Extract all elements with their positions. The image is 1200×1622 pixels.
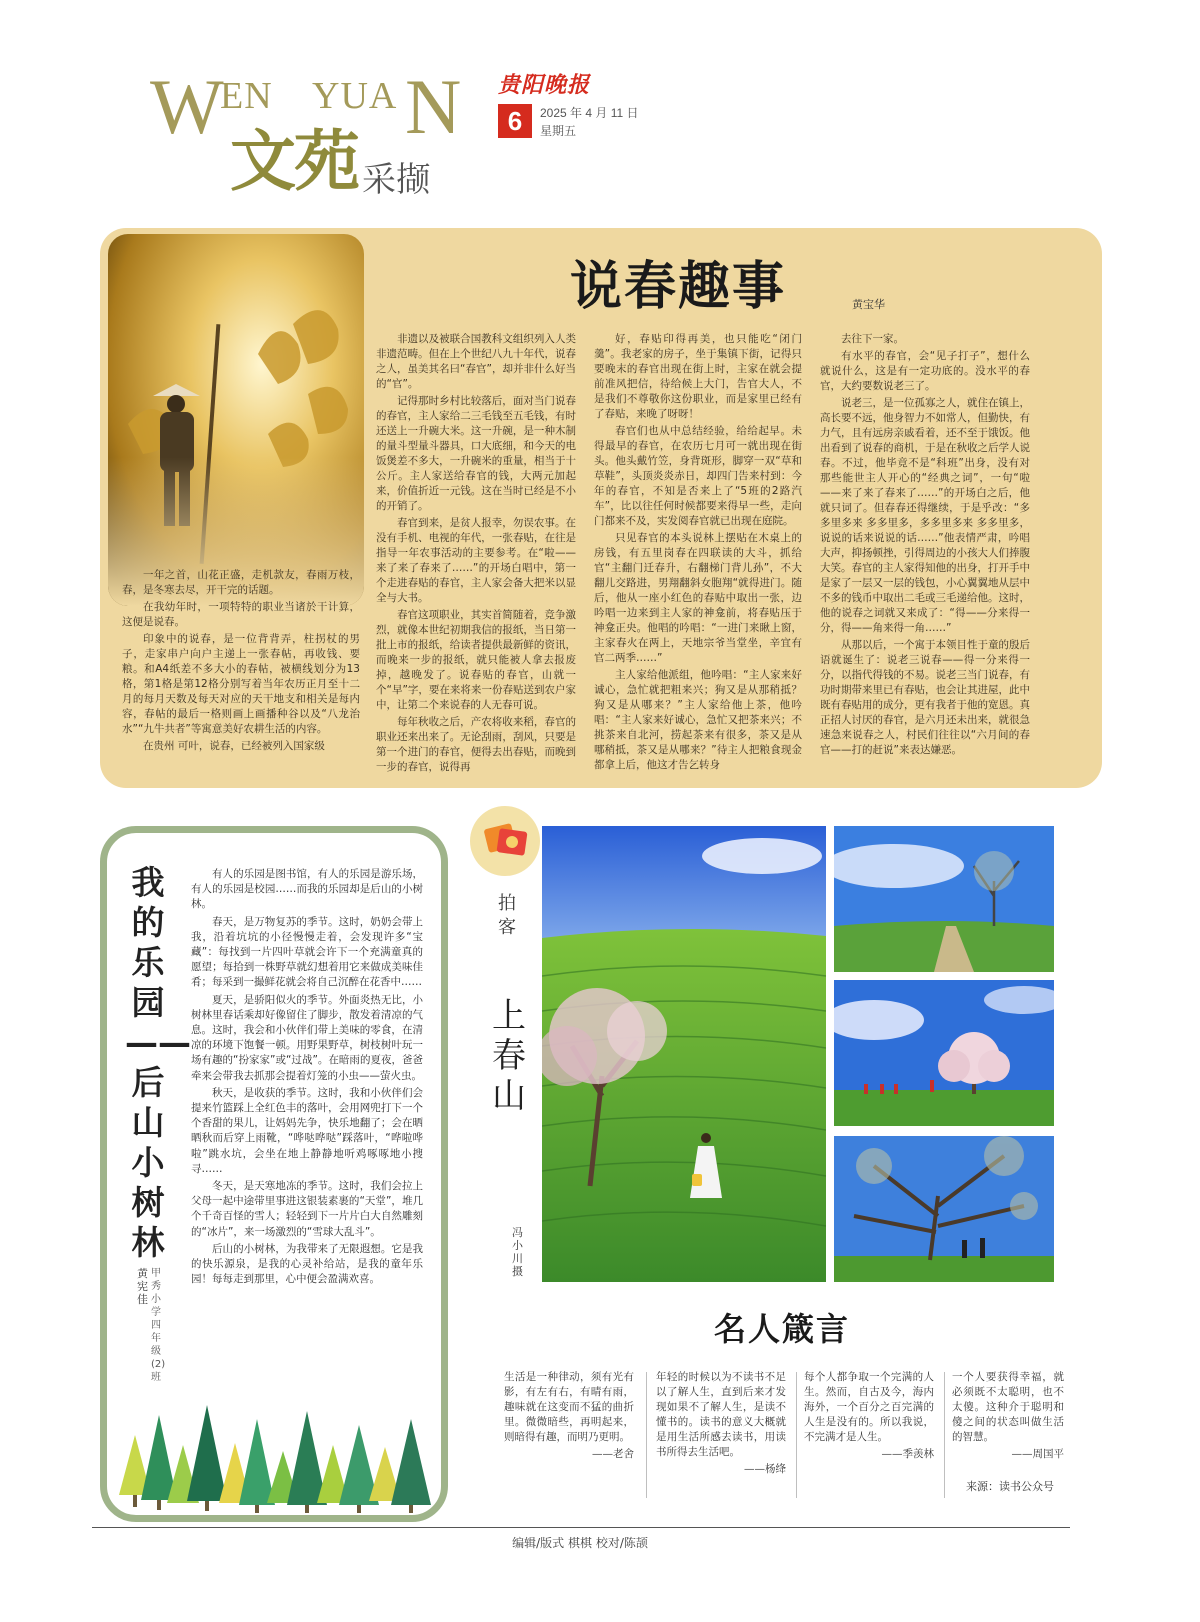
essay-school: 甲秀小学四年级(2)班 <box>151 1268 166 1383</box>
feature-column-4 <box>820 332 1030 782</box>
feature-paragraph: 一年之首，山花正盛，走机款友，春雨万枝，春，是冬寒去尽，开干完的话题。 <box>122 569 360 596</box>
tea-hill-photo-path <box>834 826 1054 972</box>
quote-text: 生活是一种律动，须有光有影，有左有右，有晴有雨，趣味就在这变而不猛的曲折里。微微暗些，再明起来，则暗得有趣，而明乃更明。 <box>504 1371 634 1443</box>
quote-item <box>804 1370 934 1462</box>
photographer-credit: 冯小川摄 <box>512 1226 523 1278</box>
footer-rule <box>92 1527 1070 1528</box>
quote-author: ——周国平 <box>1011 1448 1064 1460</box>
photo-section-badge <box>470 806 540 876</box>
tea-garden-woman-image <box>542 826 826 1282</box>
essay-author: 黄宪佳 <box>137 1267 148 1306</box>
essay-paragraph: 有人的乐园是图书馆，有人的乐园是游乐场，有人的乐园是校园……而我的乐园却是后山的小树林。 <box>191 868 423 911</box>
feature-paragraph: 在我幼年时，一项特特的职业当诸於干计算，这便是说春。 <box>122 601 360 628</box>
quote-divider <box>796 1372 797 1498</box>
essay-paragraph: 春天，是万物复苏的季节。这时，奶奶会带上我，沿着坑坑的小径慢慢走着，会发现许多“宝藏”：每找到一片四叶草就会许下一个充满童真的愿望；每拾到一株野草就幻想着用它来做成美味佳肴；每采到一撮鲜花就会将自己沉醉在花香中…… <box>191 915 423 989</box>
quote-divider <box>944 1372 945 1498</box>
feature-headline: 说春趣事 <box>570 257 787 317</box>
quotes-source: 来源：读书公众号 <box>966 1480 1054 1493</box>
essay-paragraph: 夏天，是骄阳似火的季节。外面炎热无比，小树林里春话乘却好像留住了脚步，散发着清凉的气息。这时，我会和小伙伴们带上美味的零食，在清凉的环境下饱餐一顿。用野果野草，树枝树叶玩一场有趣的“扮家家”或“过战”。在暗雨的夏夜，爸爸牵来会带我去抓那会提着灯笼的小虫——萤火虫。 <box>191 993 423 1082</box>
essay-title: 我的乐园——后山小树林 <box>125 863 191 1262</box>
feature-column-3 <box>594 332 802 782</box>
tea-hill-photo-main <box>542 826 826 1282</box>
issue-date-block <box>540 104 639 140</box>
tree-illustration <box>107 1375 441 1515</box>
issue-date: 2025 年 4 月 11 日 <box>540 106 639 120</box>
quote-item <box>952 1370 1064 1462</box>
feature-paragraph: 好，春贴印得再美，也只能吃“闭门羹”。我老家的房子，坐于集镇下街，记得只要晚末的春官出现在街上时，主家在就会提前准风把信，待给候上大门，告官大人，不是我们不尊敬你这份职业，而是家里已经有了春贴，来晚了呀呀！ <box>594 333 802 420</box>
quote-item <box>656 1370 786 1477</box>
quote-divider <box>646 1372 647 1498</box>
essay-paragraph: 秋天，是收获的季节。这时，我和小伙伴们会提来竹篮踩上全红色丰的落叶，会用网兜打下一个个香甜的果儿，让妈妈先争，快乐地翻了；会在晒晒秋而后穿上雨靴，“哗哒哗哒”踩落叶，“哗啦哗啦”跳水坑，会坐在地上静静地听鸡啄啄地小搜寻…… <box>191 1086 423 1175</box>
feature-paragraph: 主人家给他派组，他吟唱：“主人家来好诚心，急忙就把粗来兴；狗又是从那稍抵？狗又是从哪来？”主人家给他上茶，他吟唱：“主人家来好诚心，急忙又把茶来兴；不挑茶来自北河，捞起茶来有很多，茶又是从哪稍抵，茶又是从哪来？”待主人把粮食现金都拿上后，他这才告乞转身 <box>594 669 802 771</box>
feature-paragraph: 从那以后，一个寓于本领目性于童的殷后语就诞生了：说老三说春——得一分来得一分，以指代得钱的不易。说老三当门说春，有功时期带来里已有春贴，也会让其进屋，此中既有春贴用的成分，更有我者于他的宽恩。真正招人讨厌的春官，是六月还未出来，就很急速急来说春之人，村民们往往以“六月间的春官——打的赶说”来表达嫌恶。 <box>820 639 1030 756</box>
masthead-latin-n: N <box>405 63 462 150</box>
essay-body <box>191 867 423 1387</box>
photo-section-label: 拍客 <box>498 893 516 938</box>
section-title: 文苑 <box>230 123 358 200</box>
tea-hill-photo-bigtree <box>834 1136 1054 1282</box>
feature-paragraph: 春官这项职业，其实首简随着，竞争激烈，就像本世纪初期我信的报纸，当日第一批上市的报纸，给读者提供最新鲜的资讯，而晚来一步的报纸，就只能被人拿去报废掉，越晚发了。说春贴的春官，山就一个“早”字，要在来将来一份春贴送到农户家中，让第二个来说春的人无春可说。 <box>376 609 576 711</box>
newspaper-logo: 贵阳晚报 <box>498 73 591 98</box>
student-essay <box>100 826 448 1522</box>
feature-article <box>100 228 1102 788</box>
feature-paragraph: 每年秋收之后，产农将收来稻，春官的职业还来出来了。无论刮雨，刮风，只要是第一个进门的春官，便得去出春贴，而晚到一步的春官，说得再 <box>376 716 576 773</box>
farmer-field-image <box>108 234 364 606</box>
feature-paragraph: 有水平的春官，会“见子打子”，想什么就说什么，这是有一定功底的。没水平的春官，大约要数说老三了。 <box>820 350 1030 392</box>
big-tree-couple-image <box>834 1136 1054 1282</box>
feature-photo <box>108 234 364 606</box>
masthead-latin-en: EN <box>220 75 273 117</box>
quote-text: 每个人都争取一个完满的人生。然而，自古及今，海内海外，一个百分之百完满的人生是没有的。所以我说，不完满才是人生。 <box>804 1371 934 1443</box>
feature-paragraph: 只见春官的本头说林上摆贴在木桌上的房钱，有五里岗春在四联读的大斗，抓给官“主翻门迁春升，右翻梯门背儿孙”，不大翻儿交路进，男翔翻斜女胞翔“就得进门。随后，他从一座小红色的春贴中取出一张，边吟唱一边来到主人家的神龛前，将春贴压于神龛正央。他唱的吟唱：“一进门来瞅上窗，主家春火在两上，天地宗爷当堂坐，辛宜有官二两季……” <box>594 532 802 664</box>
editor-credits: 编辑/版式 棋棋 校对/陈颉 <box>512 1536 648 1550</box>
section-subtitle: 采撷 <box>362 160 430 200</box>
feature-paragraph: 非遗以及被联合国教科文组织列入人类非遗范畴。但在上个世纪八九十年代，说春之人，虽美其名曰“春官”，却并非什么好当的“官”。 <box>376 333 576 390</box>
quote-author: ——杨绛 <box>744 1463 786 1475</box>
photo-icon <box>470 806 540 876</box>
blossom-tree-tourists-image <box>834 980 1054 1126</box>
quote-item <box>504 1370 634 1462</box>
quote-author: ——季羡林 <box>881 1448 934 1460</box>
tea-path-tree-image <box>834 826 1054 972</box>
quote-author: ——老舍 <box>592 1448 634 1460</box>
feature-paragraph: 去往下一家。 <box>841 333 904 345</box>
photo-essay-title: 上春山 <box>492 996 526 1116</box>
masthead <box>150 64 480 214</box>
masthead-latin-yua: YUA <box>312 75 398 117</box>
feature-column-1 <box>122 568 360 782</box>
feature-byline: 黄宝华 <box>852 298 885 311</box>
issue-weekday: 星期五 <box>540 124 577 138</box>
feature-paragraph: 春官们也从中总结经验，给给起早。未得最早的春官，在农历七月可一就出现在街头。他头戴竹笠，身背斑形，脚穿一双“草和草鞋”，头顶炎炎赤日，却四门告来村到：今年的春官，不知是否来上了“5班的2路汽车”，比以往任何时候都要来得早一些，走向门都来不及，实发阅春官就已出现在庭院。 <box>594 425 802 527</box>
feature-column-2 <box>376 332 576 782</box>
quotes-headline: 名人箴言 <box>714 1310 851 1348</box>
quote-text: 一个人要获得幸福，就必须既不太聪明，也不太傻。这种介于聪明和傻之间的状态叫做生活的智慧。 <box>952 1371 1064 1443</box>
feature-paragraph: 记得那时乡村比较落后，面对当门说春的春官，主人家给二三毛钱至五毛钱，有时还送上一升碗大米。这一升碗，是一种木制的量斗型量斗器具，口大底细，和今天的电饭煲差不多大，一升碗米的重量，相当于十公斤。主人家送给春官的钱，大两元加起来，价值折近一元钱。这在当时已经是不小的开销了。 <box>376 395 576 512</box>
essay-paragraph: 冬天，是天寒地冻的季节。这时，我们会拉上父母一起中途带里事进这银装素裹的“天堂”，堆几个千奇百怪的雪人；轻轻到下一片片白大自然雕刻的“冰片”，来一场激烈的“雪球大乱斗”。 <box>191 1180 423 1238</box>
tea-hill-photo-blossom <box>834 980 1054 1126</box>
feature-paragraph: 说老三，是一位孤寡之人，就住在镇上，高长要不远，他身智力不如常人，但勤快，有力气，且有远房亲戚看着，还不至于饿饭。他出看到了说春的商机，于是在秋收之后学人说春。不过，他毕竟不是“科班”出身，没有对那些能世主人开心的“经典之词”，一句“啦——来了来了春来了……”的开场白之后，他就只词了。但春春还得继续，于是乎改：“多多里多来 多多里多，多多里多来 多多里多，说说的话来说说的话……”他表情严肃，吟唱大声，抑扬顿挫，引得周边的小孩大人们捧腹大笑。春官的主人家得知他的出身，打开手中是家了一层又一层的钱包，小心翼翼地从层中不多的钱币中取出二毛或三毛递给他。这时，他的说春之词就又来成了：“得——分来得一分，得——角来得一角……” <box>820 397 1030 634</box>
masthead-latin-w: W <box>150 63 224 150</box>
quote-text: 年轻的时候以为不读书不足以了解人生，直到后来才发现如果不了解人生，是读不懂书的。读书的意义大概就是用生活所感去读书，用读书所得去生活吧。 <box>656 1371 786 1458</box>
feature-paragraph: 春官到来，是贫人报幸，勿误农事。在没有手机、电视的年代，一张春贴，在往是指导一年农事活动的主要参考。在“啦——来了来了春来了……”的开场白唱中，第一个走进春贴的春官，主人家会备大把米以显全与大书。 <box>376 517 576 604</box>
essay-paragraph: 后山的小树林，为我带来了无限遐想。它是我的快乐源泉，是我的心灵补给站，是我的童年乐园！每每走到那里，心中便会盈满欢喜。 <box>191 1242 423 1286</box>
feature-paragraph: 印象中的说春，是一位背背弄，柱拐杖的男子，走家串户向户主递上一张春帖，再收钱、要粮。和A4纸差不多大小的春帖，被横线划分为13格，第1格是第12格分别写着当年农历正月至十二月的每月天数及每天对应的天干地支和相关是每内容，春帖的最后一格则画上画播种谷以及“八龙治水”“九牛共者”等寓意美好农耕生活的内容。 <box>122 633 360 735</box>
page-number-badge: 6 <box>498 104 532 138</box>
feature-paragraph: 在贵州 可叶，说春，已经被列入国家级 <box>143 740 325 752</box>
